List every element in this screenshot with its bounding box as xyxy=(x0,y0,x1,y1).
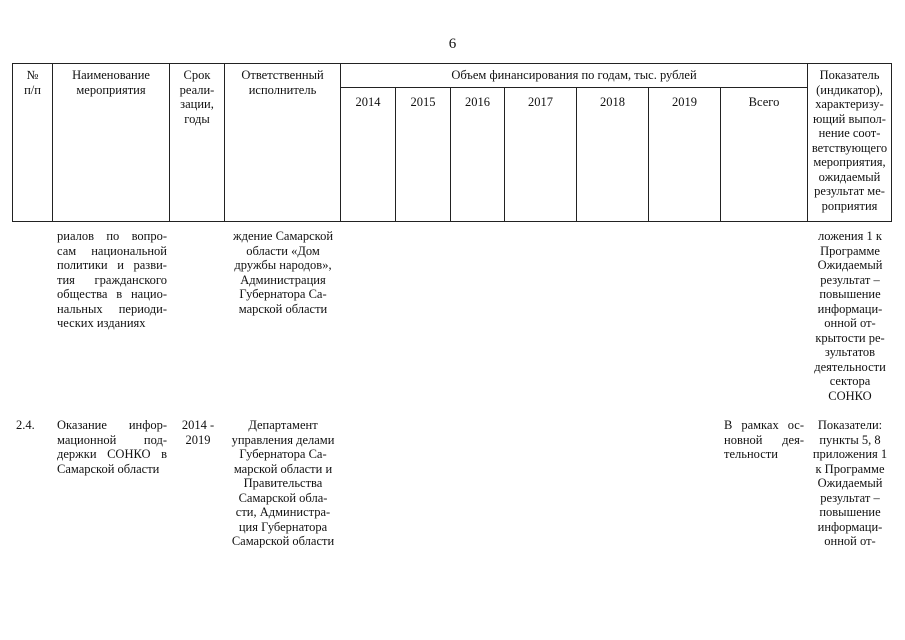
row2-indicator: Показатели: пункты 5, 8 приложения 1 к Программе Ожидаемый результат – повышение информаци- онной от- xyxy=(812,418,888,548)
header-total: Всего xyxy=(748,95,780,109)
header-indicator: Показатель (индикатор), характеризу- ющий выпол- нение соот- ветствующего мероприятия, ожидаемый результат ме- роприятия xyxy=(811,68,888,213)
header-year-2016: 2016 xyxy=(465,95,490,109)
header-term: Срок реали- зации, годы xyxy=(179,68,215,126)
header-year-2018: 2018 xyxy=(600,95,625,109)
header-num: № п/п xyxy=(24,68,41,97)
header-funding-title: Объем финансирования по годам, тыс. рублей xyxy=(451,68,697,82)
row1-name: риалов по вопро- сам национальной политики и разви- тия гражданского общества в нацио- нальных периоди- ческих изданиях xyxy=(57,229,167,330)
row1-indicator: ложения 1 к Программе Ожидаемый результат – повышение информаци- онной от- крытости ре- зультатов деятельности сектора СОНКО xyxy=(814,229,886,403)
row2-executor: Департамент управления делами Губернатора Са- марской области и Правительства Самарской обла- сти, Администра- ция Губернатора Самарской области xyxy=(231,418,335,548)
header-year-2019: 2019 xyxy=(672,95,697,109)
row2-term: 2014 - 2019 xyxy=(181,418,215,447)
header-executor: Ответственный исполнитель xyxy=(241,68,324,97)
header-name: Наименование мероприятия xyxy=(72,68,150,97)
header-year-2017: 2017 xyxy=(528,95,553,109)
page-number: 6 xyxy=(448,36,457,52)
header-year-2015: 2015 xyxy=(410,95,436,109)
row1-executor: ждение Самарской области «Дом дружбы народов», Администрация Губернатора Са- марской области xyxy=(232,229,334,316)
header-year-2014: 2014 xyxy=(355,95,381,109)
row2-total: В рамках ос- новной дея- тельности xyxy=(724,418,804,461)
row2-num: 2.4. xyxy=(16,418,35,432)
row2-name: Оказание инфор- мационной под- держки СОНКО в Самарской области xyxy=(57,418,167,476)
